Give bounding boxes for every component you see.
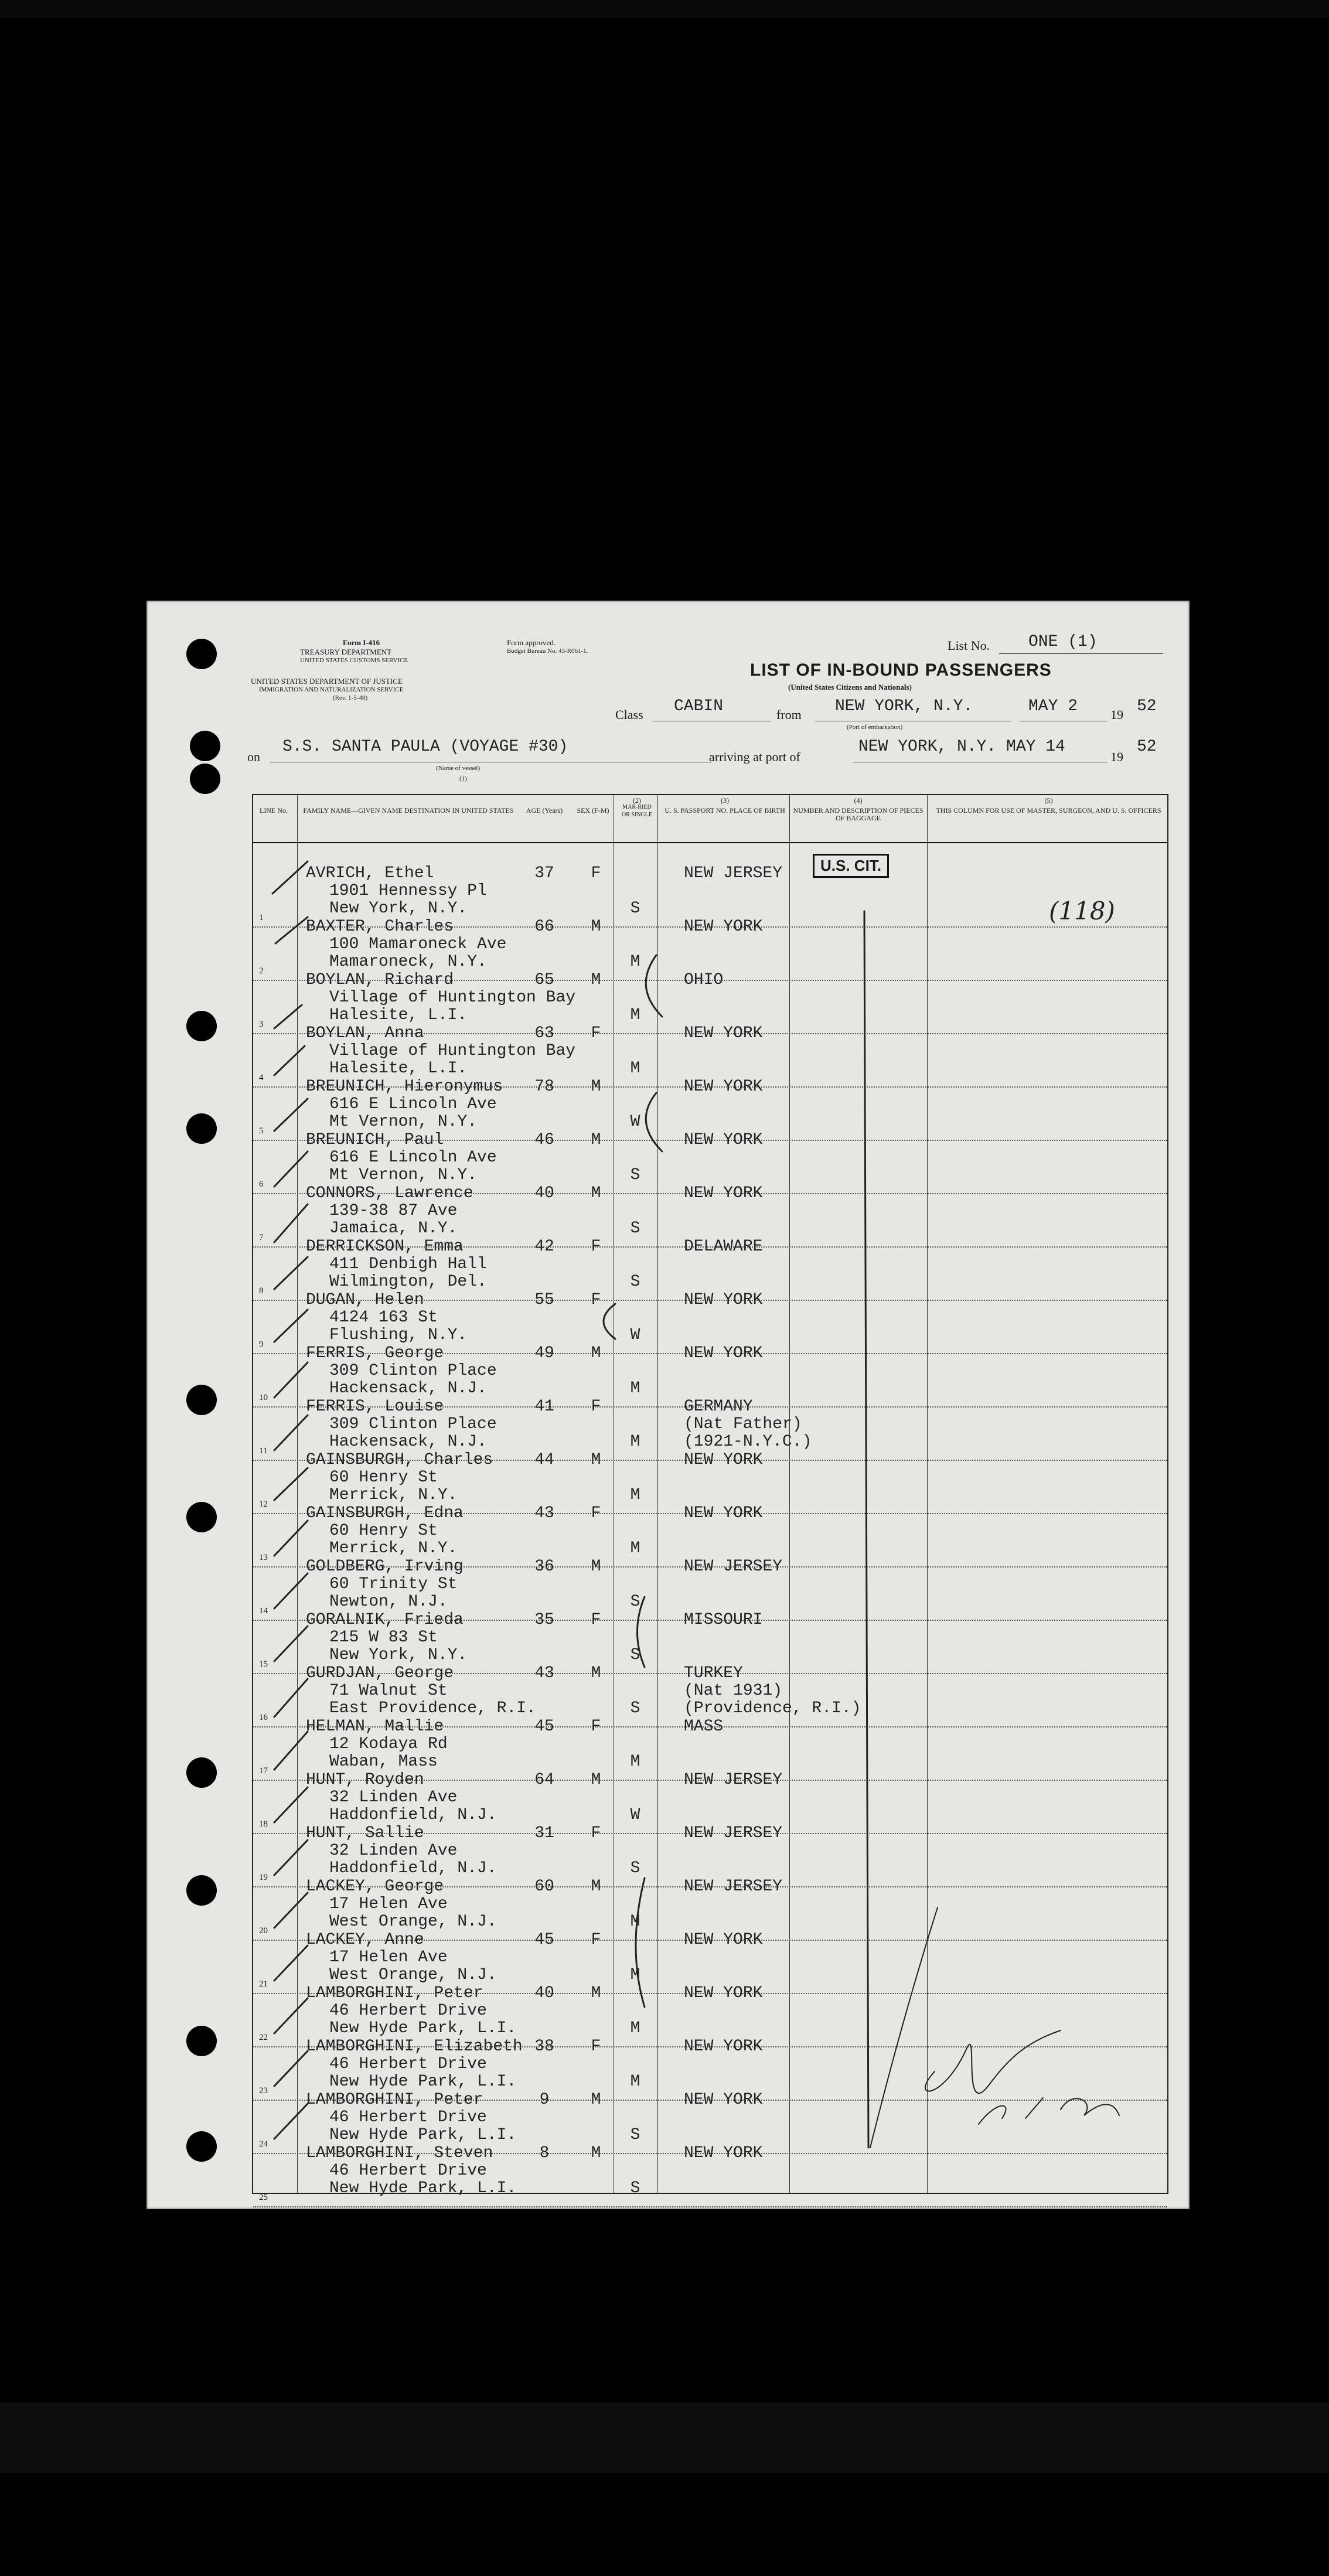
cell-addr1: Village of Huntington Bay: [329, 1042, 576, 1060]
cell-age: 78: [534, 1078, 554, 1096]
cell-addr2: Hackensack, N.J.: [329, 1433, 487, 1451]
col-header-age: AGE (Years): [526, 806, 563, 815]
budget-bureau: Budget Bureau No. 43-R061-1.: [507, 648, 588, 655]
page-title: LIST OF IN-BOUND PASSENGERS: [750, 660, 1052, 680]
cell-sex: M: [591, 1984, 601, 2002]
cell-mar: M: [630, 1006, 640, 1024]
cell-name: GAINSBURGH, Charles: [306, 1451, 493, 1469]
cell-addr2: West Orange, N.J.: [329, 1913, 497, 1931]
dept-customs: UNITED STATES CUSTOMS SERVICE: [300, 657, 408, 664]
col-header-sex: SEX (F-M): [577, 806, 609, 815]
cell-name: BOYLAN, Anna: [306, 1024, 424, 1042]
cell-lnum: 24: [259, 2139, 268, 2149]
col-num-2: (2): [633, 796, 641, 805]
cell-addr1: 215 W 83 St: [329, 1628, 438, 1647]
cell-mar: S: [630, 899, 640, 918]
cell-addr1: 17 Helen Ave: [329, 1895, 448, 1913]
cell-name: LAMBORGHINI, Steven: [306, 2144, 493, 2162]
cell-age: 46: [534, 1131, 554, 1149]
cell-birth: NEW JERSEY: [684, 864, 783, 882]
cell-addr1: 139-38 87 Ave: [329, 1202, 458, 1220]
cell-sex: F: [591, 864, 601, 882]
cell-addr2: New Hyde Park, L.I.: [329, 2073, 517, 2091]
cell-lnum: 10: [259, 1393, 268, 1402]
cell-addr2: East Providence, R.I.: [329, 1699, 536, 1718]
cell-mar: W: [630, 1806, 640, 1824]
manifest-page: [146, 601, 1190, 2209]
cell-birth: NEW YORK: [684, 1984, 763, 2002]
cell-name: HELMAN, Mallie: [306, 1718, 444, 1736]
cell-birth: DELAWARE: [684, 1238, 763, 1256]
cell-name: HUNT, Sallie: [306, 1824, 424, 1842]
cell-name: FERRIS, George: [306, 1344, 444, 1362]
cell-birth: NEW YORK: [684, 1184, 763, 1202]
cell-lnum: 17: [259, 1766, 268, 1776]
cell-addr1: 616 E Lincoln Ave: [329, 1095, 497, 1113]
cell-mar: S: [630, 1859, 640, 1878]
date-value: MAY 2: [1028, 697, 1078, 715]
cell-birth: MASS: [684, 1718, 724, 1736]
cell-name: BREUNICH, Hieronymus: [306, 1078, 503, 1096]
col-header-officers: THIS COLUMN FOR USE OF MASTER, SURGEON, AND U. S. OFFICERS: [936, 806, 1161, 815]
cell-addr1: 1901 Hennessy Pl: [329, 882, 487, 900]
cell-name: BAXTER, Charles: [306, 918, 454, 936]
cell-mar: M: [630, 1433, 640, 1451]
cell-mar: M: [630, 1539, 640, 1558]
binder-hole: [186, 1113, 217, 1144]
cell-sex: M: [591, 1878, 601, 1896]
cell-addr1: 60 Henry St: [329, 1522, 438, 1540]
cell-sex: F: [591, 2037, 601, 2056]
col-header-line: LINE No.: [260, 806, 288, 815]
binder-hole: [186, 1757, 217, 1788]
cell-sex: M: [591, 1184, 601, 1202]
year2-value: 52: [1137, 738, 1157, 756]
cell-sex: M: [591, 1558, 601, 1576]
cell-addr2: New Hyde Park, L.I.: [329, 2126, 517, 2144]
cell-name: HUNT, Royden: [306, 1771, 424, 1789]
cell-mar: M: [630, 1966, 640, 1984]
list-no-underline: [999, 653, 1163, 654]
cell-lnum: 18: [259, 1819, 268, 1829]
form-number: Form I-416: [343, 638, 380, 647]
cell-lnum: 11: [259, 1446, 268, 1456]
cell-birth: NEW YORK: [684, 1931, 763, 1949]
binder-hole: [186, 639, 217, 669]
cell-addr1: 60 Trinity St: [329, 1575, 458, 1593]
cell-birth: OHIO: [684, 971, 724, 989]
cell-addr2: Halesite, L.I.: [329, 1059, 468, 1078]
cell-lnum: 1: [259, 913, 264, 922]
cell-lnum: 15: [259, 1660, 268, 1669]
cell-birth3: (1921-N.Y.C.): [684, 1433, 812, 1451]
arriving-label: arriving at port of: [709, 749, 800, 764]
cell-birth: NEW YORK: [684, 918, 763, 936]
cell-sex: F: [591, 1291, 601, 1309]
cell-lnum: 6: [259, 1180, 264, 1189]
cell-age: 40: [534, 1184, 554, 1202]
cell-lnum: 19: [259, 1873, 268, 1882]
cell-birth: NEW YORK: [684, 1078, 763, 1096]
cell-lnum: 8: [259, 1286, 264, 1296]
cell-mar: M: [630, 1753, 640, 1771]
cell-mar: W: [630, 1113, 640, 1131]
cell-birth: GERMANY: [684, 1398, 753, 1416]
on-label: on: [247, 749, 260, 764]
cell-addr1: 46 Herbert Drive: [329, 2162, 487, 2180]
cell-age: 38: [534, 2037, 554, 2056]
cell-lnum: 20: [259, 1926, 268, 1936]
cell-mar: M: [630, 2019, 640, 2037]
cell-mar: M: [630, 1913, 640, 1931]
cell-birth: NEW JERSEY: [684, 1771, 783, 1789]
cell-birth: NEW YORK: [684, 1131, 763, 1149]
cell-birth2: (Nat Father): [684, 1415, 802, 1433]
cell-sex: F: [591, 1931, 601, 1949]
cell-addr2: West Orange, N.J.: [329, 1966, 497, 1984]
cell-age: 9: [539, 2091, 550, 2109]
from-value: NEW YORK, N.Y.: [835, 697, 973, 715]
cell-age: 37: [534, 864, 554, 882]
class-value: CABIN: [674, 697, 724, 715]
col-num-3: (3): [721, 796, 729, 805]
dept-treasury: TREASURY DEPARTMENT: [300, 648, 392, 656]
cell-addr2: New Hyde Park, L.I.: [329, 2019, 517, 2037]
cell-age: 64: [534, 1771, 554, 1789]
cell-birth: NEW YORK: [684, 2091, 763, 2109]
col-num-1: (1): [459, 775, 467, 782]
binder-hole: [186, 1875, 217, 1906]
cell-sex: M: [591, 1131, 601, 1149]
cell-mar: S: [630, 1699, 640, 1718]
cell-addr1: 32 Linden Ave: [329, 1842, 458, 1860]
cell-mar: S: [630, 1166, 640, 1184]
cell-addr2: Mt Vernon, N.Y.: [329, 1166, 478, 1184]
cell-name: LAMBORGHINI, Peter: [306, 1984, 483, 2002]
cell-lnum: 14: [259, 1606, 268, 1616]
cell-lnum: 3: [259, 1020, 264, 1029]
cell-lnum: 22: [259, 2033, 268, 2042]
cell-lnum: 25: [259, 2193, 268, 2202]
cell-mar: W: [630, 1326, 640, 1344]
cell-mar: S: [630, 1593, 640, 1611]
cell-mar: M: [630, 1059, 640, 1078]
binder-hole: [186, 1385, 217, 1415]
cell-mar: M: [630, 2073, 640, 2091]
cell-addr2: Flushing, N.Y.: [329, 1326, 468, 1344]
cell-lnum: 13: [259, 1553, 268, 1562]
year2-prefix: 19: [1110, 749, 1123, 764]
cell-lnum: 12: [259, 1500, 268, 1509]
film-edge-bottom: [0, 2403, 1329, 2473]
cell-name: DERRICKSON, Emma: [306, 1238, 464, 1256]
cell-addr2: Newton, N.J.: [329, 1593, 448, 1611]
cell-addr1: 60 Henry St: [329, 1468, 438, 1487]
cell-age: 31: [534, 1824, 554, 1842]
cell-name: LACKEY, George: [306, 1878, 444, 1896]
cell-mar: M: [630, 1379, 640, 1398]
cell-birth: NEW YORK: [684, 1451, 763, 1469]
cell-sex: F: [591, 1504, 601, 1522]
cell-addr1: 71 Walnut St: [329, 1682, 448, 1700]
cell-sex: M: [591, 1771, 601, 1789]
cell-addr2: Merrick, N.Y.: [329, 1539, 458, 1558]
cell-addr1: 309 Clinton Place: [329, 1415, 497, 1433]
cell-birth: NEW JERSEY: [684, 1558, 783, 1576]
list-no-label: List No.: [948, 638, 990, 653]
cell-addr1: 32 Linden Ave: [329, 1788, 458, 1807]
col-header-married: MAR-RIED OR SINGLE: [622, 804, 652, 818]
cell-birth: NEW YORK: [684, 2037, 763, 2056]
cell-birth: NEW YORK: [684, 1504, 763, 1522]
cell-addr2: New York, N.Y.: [329, 899, 468, 918]
cell-addr2: Merrick, N.Y.: [329, 1486, 458, 1504]
cell-birth3: (Providence, R.I.): [684, 1699, 861, 1718]
col-header-name: FAMILY NAME—GIVEN NAME DESTINATION IN UNITED STATES: [303, 806, 514, 815]
cell-sex: M: [591, 971, 601, 989]
cell-name: GURDJAN, George: [306, 1664, 454, 1682]
class-label: Class: [615, 707, 643, 722]
cell-addr2: Halesite, L.I.: [329, 1006, 468, 1024]
cell-age: 35: [534, 1611, 554, 1629]
cell-addr1: 46 Herbert Drive: [329, 2055, 487, 2073]
cell-birth: NEW YORK: [684, 1344, 763, 1362]
cell-addr1: 4124 163 St: [329, 1309, 438, 1327]
cell-age: 43: [534, 1664, 554, 1682]
cell-addr2: Waban, Mass: [329, 1753, 438, 1771]
dept-justice: UNITED STATES DEPARTMENT OF JUSTICE: [251, 677, 403, 686]
cell-lnum: 9: [259, 1340, 264, 1349]
from-label: from: [776, 707, 802, 722]
cell-mar: S: [630, 1273, 640, 1291]
cell-addr1: Village of Huntington Bay: [329, 989, 576, 1007]
cell-age: 42: [534, 1238, 554, 1256]
cell-mar: S: [630, 2179, 640, 2197]
cell-birth2: (Nat 1931): [684, 1682, 783, 1700]
cell-addr2: New York, N.Y.: [329, 1646, 468, 1664]
form-rev: (Rev. 1-5-48): [333, 694, 368, 701]
cell-sex: F: [591, 1611, 601, 1629]
cell-addr2: New Hyde Park, L.I.: [329, 2179, 517, 2197]
cell-addr1: 309 Clinton Place: [329, 1362, 497, 1380]
cell-name: FERRIS, Louise: [306, 1398, 444, 1416]
cell-sex: F: [591, 1824, 601, 1842]
cell-sex: F: [591, 1718, 601, 1736]
cell-age: 41: [534, 1398, 554, 1416]
us-citizen-stamp: U.S. CIT.: [813, 854, 889, 878]
cell-addr2: Hackensack, N.J.: [329, 1379, 487, 1398]
cell-addr1: 12 Kodaya Rd: [329, 1735, 448, 1753]
binder-hole: [186, 2026, 217, 2056]
dept-ins: IMMIGRATION AND NATURALIZATION SERVICE: [259, 686, 404, 693]
margin-note: (118): [1049, 897, 1115, 925]
cell-addr2: Haddonfield, N.J.: [329, 1859, 497, 1878]
cell-birth: NEW YORK: [684, 1024, 763, 1042]
form-approved: Form approved.: [507, 638, 556, 647]
cell-lnum: 5: [259, 1126, 264, 1136]
cell-age: 36: [534, 1558, 554, 1576]
cell-sex: M: [591, 1078, 601, 1096]
cell-mar: M: [630, 1486, 640, 1504]
cell-name: LACKEY, Anne: [306, 1931, 424, 1949]
cell-sex: M: [591, 2091, 601, 2109]
cell-lnum: 16: [259, 1713, 268, 1722]
cell-age: 55: [534, 1291, 554, 1309]
film-edge-top: [0, 0, 1329, 18]
binder-hole: [186, 1011, 217, 1041]
cell-birth: NEW YORK: [684, 1291, 763, 1309]
cell-addr2: Haddonfield, N.J.: [329, 1806, 497, 1824]
binder-hole: [186, 2131, 217, 2162]
cell-age: 40: [534, 1984, 554, 2002]
arriving-value: NEW YORK, N.Y. MAY 14: [858, 738, 1065, 756]
vessel-caption: (Name of vessel): [436, 765, 481, 772]
cell-birth: NEW YORK: [684, 2144, 763, 2162]
header-rule: [253, 842, 1167, 843]
cell-name: GOLDBERG, Irving: [306, 1558, 464, 1576]
cell-addr1: 46 Herbert Drive: [329, 2002, 487, 2020]
cell-addr2: Mamaroneck, N.Y.: [329, 953, 487, 971]
cell-name: GAINSBURGH, Edna: [306, 1504, 464, 1522]
cell-addr2: Jamaica, N.Y.: [329, 1219, 458, 1238]
cell-lnum: 7: [259, 1233, 264, 1242]
cell-name: BREUNICH, Paul: [306, 1131, 444, 1149]
cell-lnum: 21: [259, 1979, 268, 1989]
row-divider: [253, 2206, 1167, 2207]
cell-age: 43: [534, 1504, 554, 1522]
cell-mar: S: [630, 1646, 640, 1664]
col-num-4: (4): [854, 796, 863, 805]
cell-lnum: 4: [259, 1073, 264, 1082]
cell-age: 8: [539, 2144, 550, 2162]
cell-birth: NEW JERSEY: [684, 1824, 783, 1842]
cell-lnum: 23: [259, 2086, 268, 2095]
cell-name: LAMBORGHINI, Peter: [306, 2091, 483, 2109]
cell-name: GORALNIK, Frieda: [306, 1611, 464, 1629]
cell-sex: M: [591, 1451, 601, 1469]
cell-age: 65: [534, 971, 554, 989]
cell-name: DUGAN, Helen: [306, 1291, 424, 1309]
cell-sex: M: [591, 2144, 601, 2162]
port-caption: (Port of embarkation): [847, 724, 903, 731]
cell-lnum: 2: [259, 966, 264, 976]
cell-birth: MISSOURI: [684, 1611, 763, 1629]
cell-mar: M: [630, 953, 640, 971]
cell-age: 66: [534, 918, 554, 936]
binder-hole: [186, 1502, 217, 1532]
vessel-value: S.S. SANTA PAULA (VOYAGE #30): [282, 738, 568, 756]
cell-birth: TURKEY: [684, 1664, 743, 1682]
cell-age: 44: [534, 1451, 554, 1469]
year-value: 52: [1137, 697, 1157, 715]
col-header-baggage: NUMBER AND DESCRIPTION OF PIECES OF BAGGAGE: [793, 806, 924, 822]
cell-addr2: Mt Vernon, N.Y.: [329, 1113, 478, 1131]
binder-hole: [190, 764, 220, 794]
cell-age: 49: [534, 1344, 554, 1362]
year-prefix: 19: [1110, 707, 1123, 722]
cell-name: BOYLAN, Richard: [306, 971, 454, 989]
cell-age: 60: [534, 1878, 554, 1896]
cell-sex: F: [591, 1024, 601, 1042]
cell-addr1: 100 Mamaroneck Ave: [329, 935, 507, 953]
cell-birth: NEW JERSEY: [684, 1878, 783, 1896]
cell-age: 45: [534, 1718, 554, 1736]
cell-addr1: 17 Helen Ave: [329, 1948, 448, 1967]
cell-age: 63: [534, 1024, 554, 1042]
col-num-5: (5): [1044, 796, 1053, 805]
cell-age: 45: [534, 1931, 554, 1949]
cell-name: CONNORS, Lawrence: [306, 1184, 473, 1202]
cell-sex: M: [591, 918, 601, 936]
cell-addr1: 616 E Lincoln Ave: [329, 1149, 497, 1167]
binder-hole: [190, 731, 220, 761]
page-subtitle: (United States Citizens and Nationals): [788, 683, 912, 691]
cell-mar: S: [630, 2126, 640, 2144]
cell-addr1: 411 Denbigh Hall: [329, 1255, 487, 1273]
cell-name: AVRICH, Ethel: [306, 864, 434, 882]
cell-addr1: 46 Herbert Drive: [329, 2108, 487, 2127]
cell-name: LAMBORGHINI, Elizabeth: [306, 2037, 523, 2056]
list-no-value: ONE (1): [1028, 633, 1098, 651]
col-header-birth: U. S. PASSPORT NO. PLACE OF BIRTH: [664, 806, 785, 815]
cell-mar: S: [630, 1219, 640, 1238]
passenger-table: [252, 794, 1168, 2202]
cell-sex: M: [591, 1664, 601, 1682]
cell-addr2: Wilmington, Del.: [329, 1273, 487, 1291]
cell-sex: M: [591, 1344, 601, 1362]
cell-sex: F: [591, 1398, 601, 1416]
cell-sex: F: [591, 1238, 601, 1256]
